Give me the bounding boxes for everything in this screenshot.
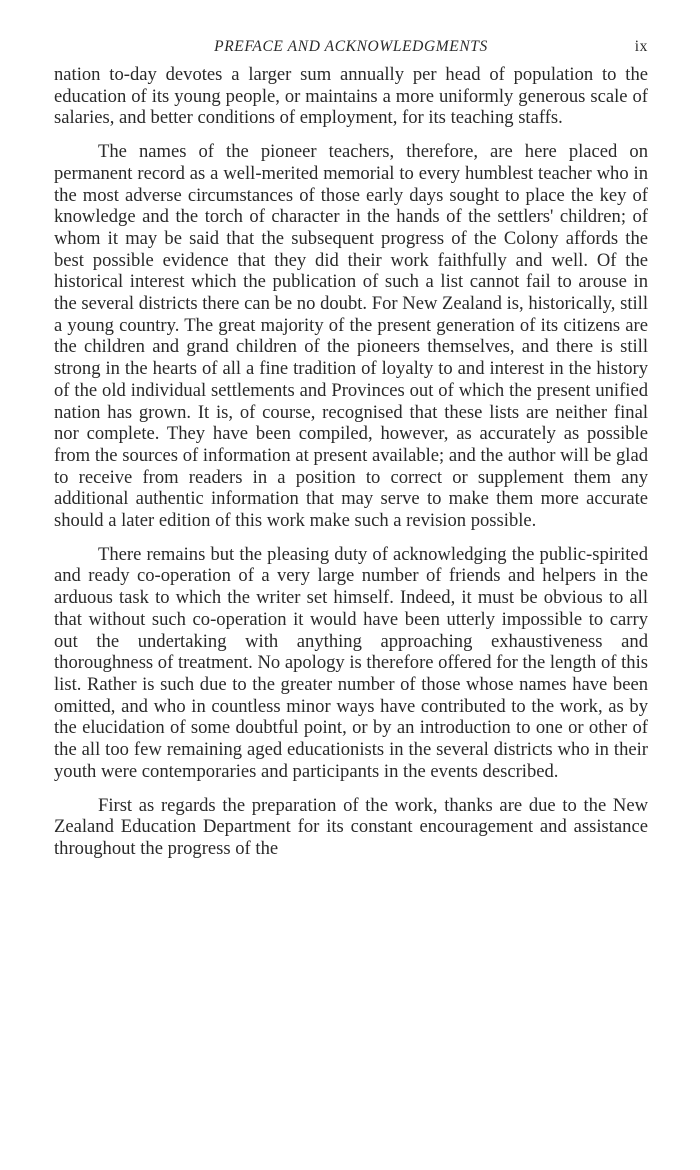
running-title: PREFACE AND ACKNOWLEDGMENTS <box>214 38 488 55</box>
paragraph-continuation: nation to-day devotes a larger sum annually per head of population to the education of its young people, or maintains a more uniformly generous scale of salaries, and better conditions of employment, for its teaching staffs. <box>54 64 648 129</box>
body-text <box>54 64 648 860</box>
running-head <box>54 38 648 64</box>
page-number: ix <box>634 38 648 55</box>
paragraph-pioneer-teachers: The names of the pioneer teachers, therefore, are here placed on permanent record as a well-merited memorial to every humblest teacher who in the most adverse circumstances of those early days sought to place the key of knowledge and the torch of character in the hands of the settlers' children; of whom it may be said that the subsequent progress of the Colony affords the best possible evidence that they did their work faithfully and well. Of the historical interest which the publication of such a list cannot fail to arouse in the several districts there can be no doubt. For New Zealand is, historically, still a young country. The great majority of the present generation of its citizens are the children and grand children of the pioneers themselves, and there is still strong in the hearts of all a fine tradition of loyalty to and interest in the history of the old individual settlements and Provinces out of which the present unified nation has grown. It is, of course, recognised that these lists are neither final nor complete. They have been compiled, however, as accurately as possible from the sources of information at present available; and the author will be glad to receive from readers in a position to correct or supplement them any additional authentic information that may serve to make them more accurate should a later edition of this work make such a revision possible. <box>54 141 648 532</box>
paragraph-acknowledgments: There remains but the pleasing duty of acknowledging the public-spirited and ready co-operation of a very large number of friends and helpers in the arduous task to which the writer set himself. Indeed, it must be obvious to all that without such co-operation it would have been utterly impossible to carry out the undertaking with anything approaching exhaustiveness and thoroughness of treatment. No apology is therefore offered for the length of this list. Rather is such due to the greater number of those whose names have been omitted, and who in countless minor ways have contributed to the work, as by the elucidation of some doubtful point, or by an introduction to one or other of the all too few remaining aged educationists in the several districts who in their youth were contemporaries and participants in the events described. <box>54 543 648 782</box>
paragraph-preparation: First as regards the preparation of the work, thanks are due to the New Zealand Education Department for its constant encouragement and assistance throughout the progress of the <box>54 794 648 859</box>
book-page <box>54 38 648 860</box>
